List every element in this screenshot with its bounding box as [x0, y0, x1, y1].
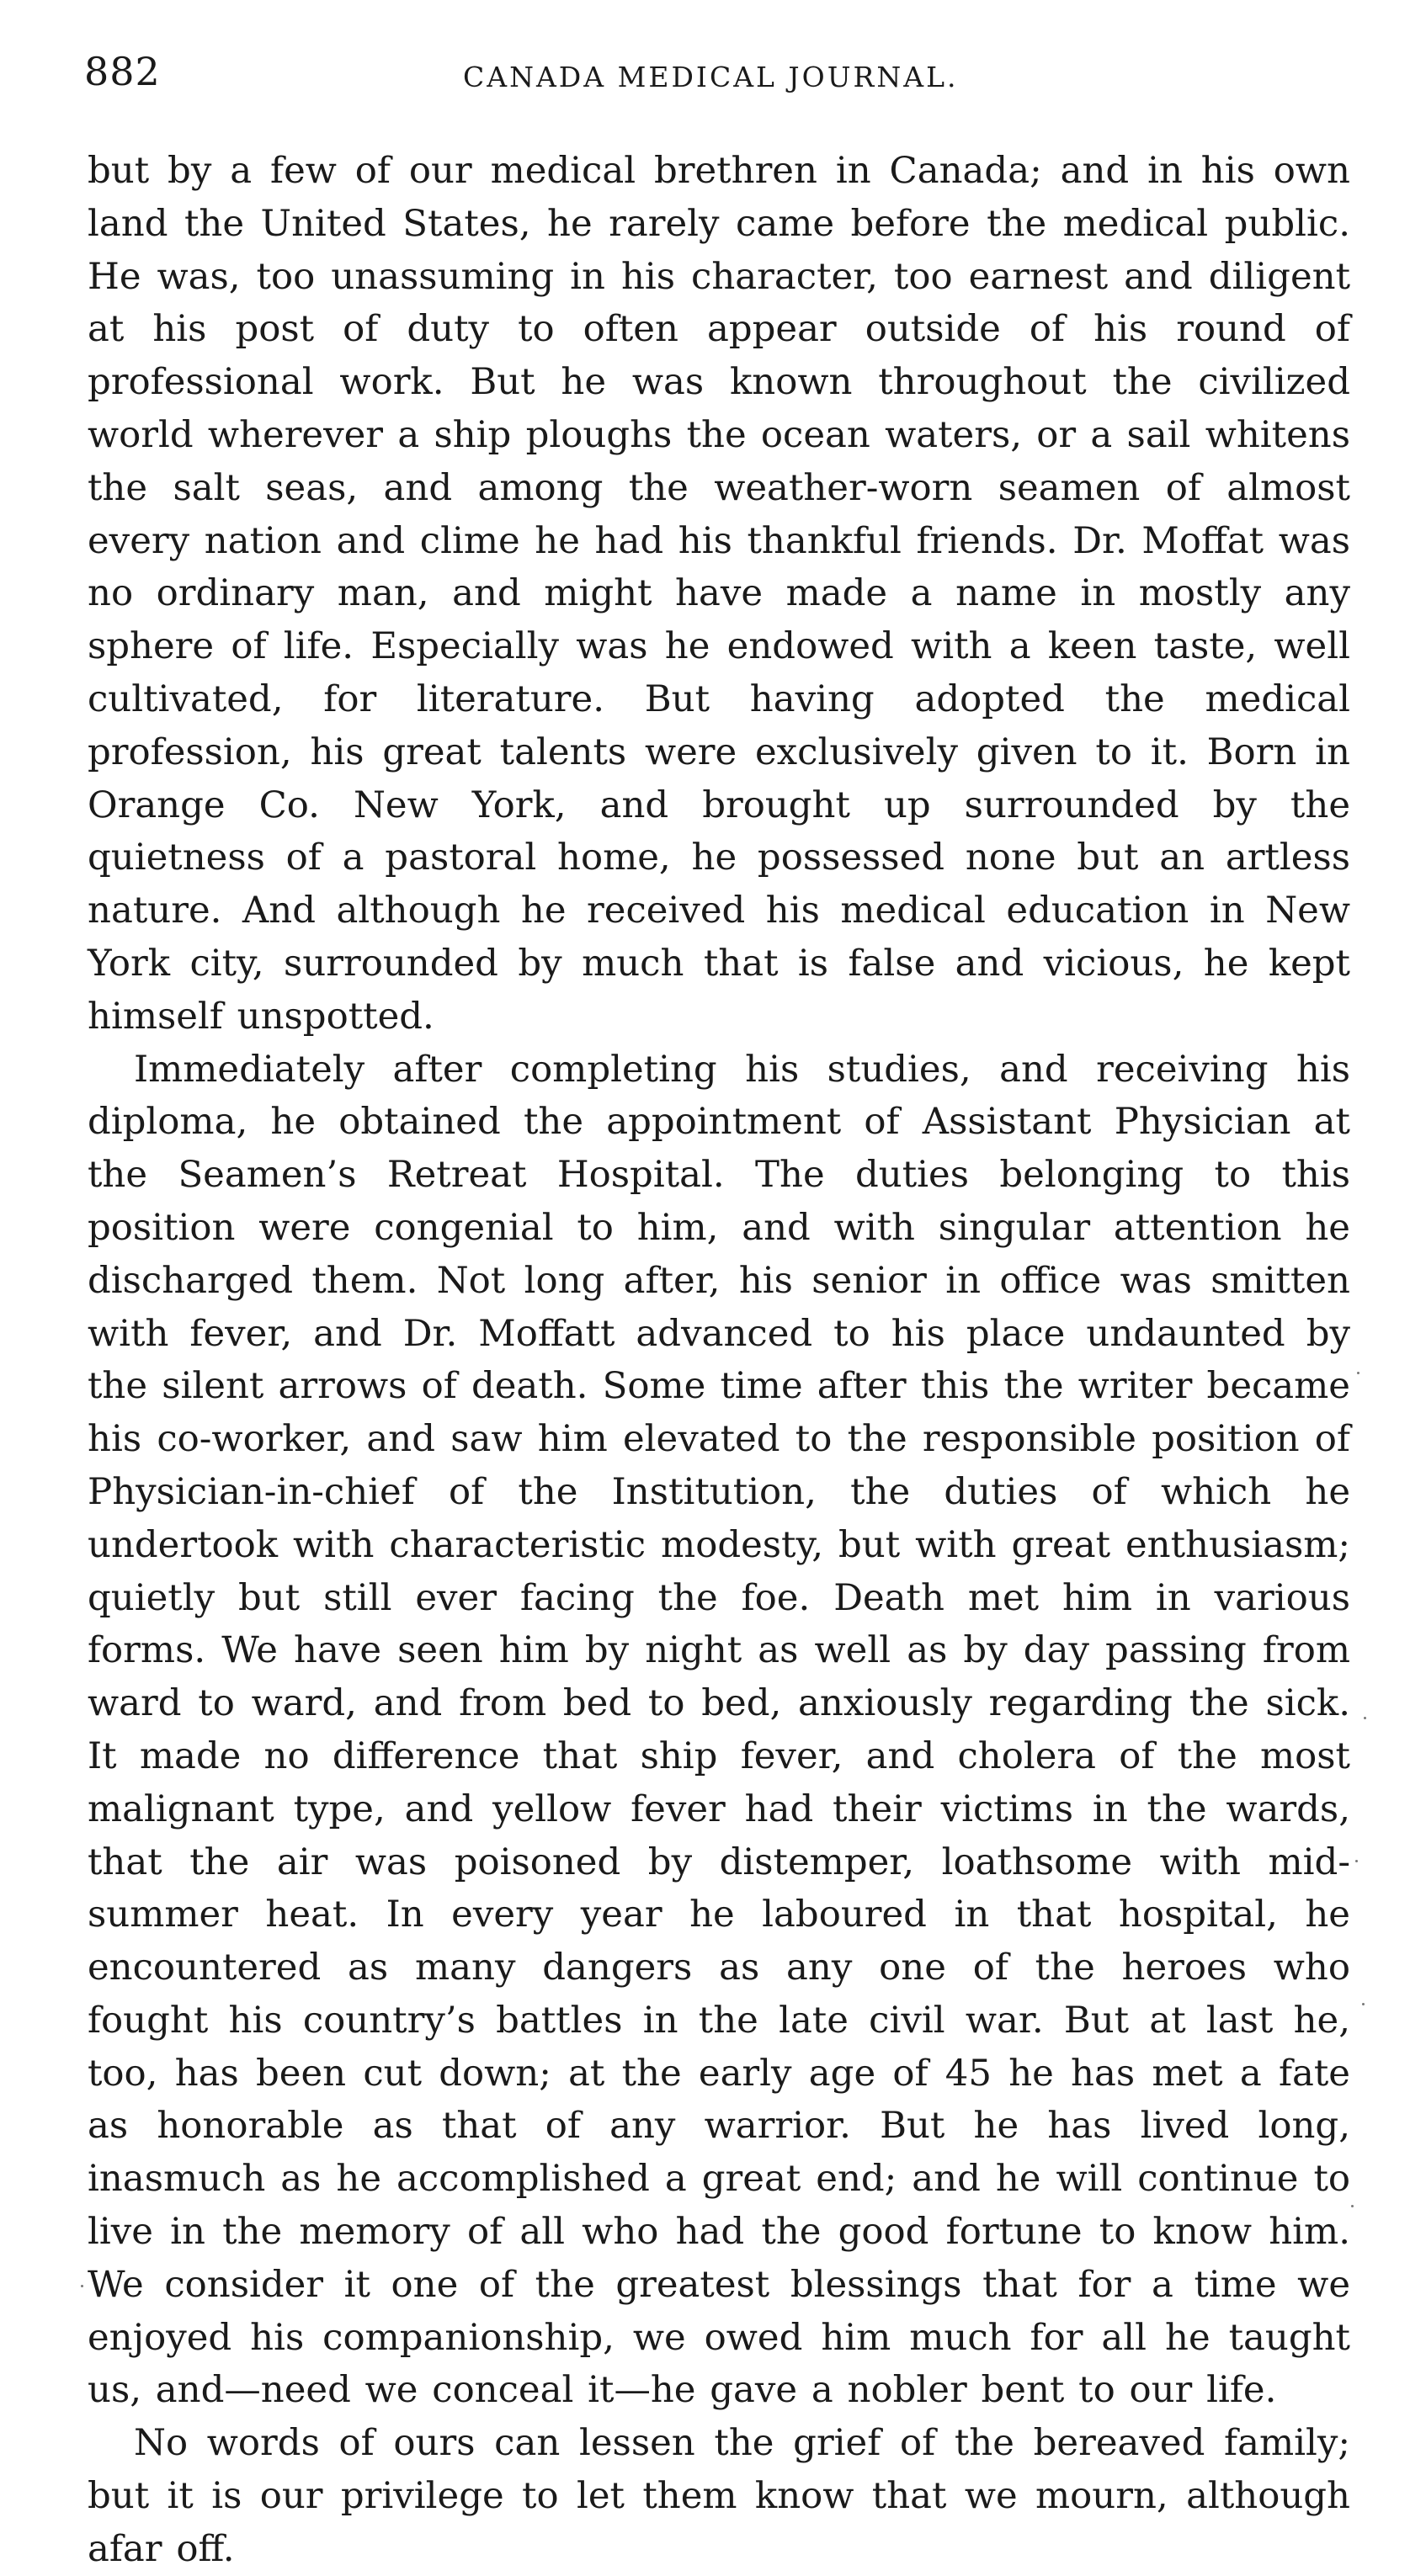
scan-speck — [1362, 2003, 1365, 2005]
paragraph: No words of ours can lessen the grief of the bereaved family; but it is our privilege to let them know that we mourn, although afar off. — [88, 2422, 1350, 2570]
scan-speck — [1351, 2205, 1354, 2207]
scan-speck — [1357, 1372, 1359, 1374]
scan-speck — [1355, 1860, 1358, 1862]
paragraph: Immediately after completing his studies, and receiving his diploma, he obtained the appointment of Assistant Physician at the Seamen’s Retreat Hospital. The duties belonging to this position were congenial to him, and with singular attention he discharged them. Not long after, his senior in office was smitten with fever, and Dr. Moffatt advanced to his place undaunted by the silent arrows of death. Some time after this the writer became his co-worker, and saw him elevated to the responsible position of Physician-in-chief of the Institution, the duties of which he undertook with characteristic modesty, but with great enthusiasm; quietly but still ever facing the foe. Death met him in various forms. We have seen him by night as well as by day passing from ward to ward, and from bed to bed, anxiously regarding the sick. It made no difference that ship fever, and cholera of the most malignant type, and yellow fever had their victims in the wards, that the air was poisoned by distemper, loathsome with mid-summer heat. In every year he laboured in that hospital, he encountered as many dangers as any one of the heroes who fought his country’s battles in the late civil war. But at last he, too, has been cut down; at the early age of 45 he has met a fate as honorable as that of any warrior. But he has lived long, inasmuch as he accomplished a great end; and he will continue to live in the memory of all who had the good fortune to know him. We consider it one of the greatest blessings that for a time we enjoyed his companionship, we owed him much for all he taught us, and—need we conceal it—he gave a nobler bent to our life. — [88, 1048, 1350, 2412]
paragraph-continued: but by a few of our medical brethren in Canada; and in his own land the United States, he rarely came before the medical public. He was, too unassuming in his character, too earnest and diligent at his post of duty to often appear outside of his round of professional work. But he was known throughout the civilized world wherever a ship ploughs the ocean waters, or a sail whitens the salt seas, and among the weather-worn seamen of almost every nation and clime he had his thankful friends. Dr. Moffat was no ordinary man, and might have made a name in mostly any sphere of life. Especially was he endowed with a keen taste, well cultivated, for literature. But having adopted the medical profession, his great talents were exclusively given to it. Born in Orange Co. New York, and brought up surrounded by the quietness of a pastoral home, he possessed none but an artless nature. And although he received his medical education in New York city, surrounded by much that is false and vicious, he kept himself unspotted. — [88, 150, 1350, 1038]
scan-speck — [1364, 1717, 1366, 1719]
scan-speck — [81, 2285, 83, 2287]
running-title: CANADA MEDICAL JOURNAL. — [463, 61, 959, 93]
page-number: 882 — [84, 49, 161, 94]
article-body — [88, 145, 1350, 2576]
page-header — [84, 49, 1347, 108]
